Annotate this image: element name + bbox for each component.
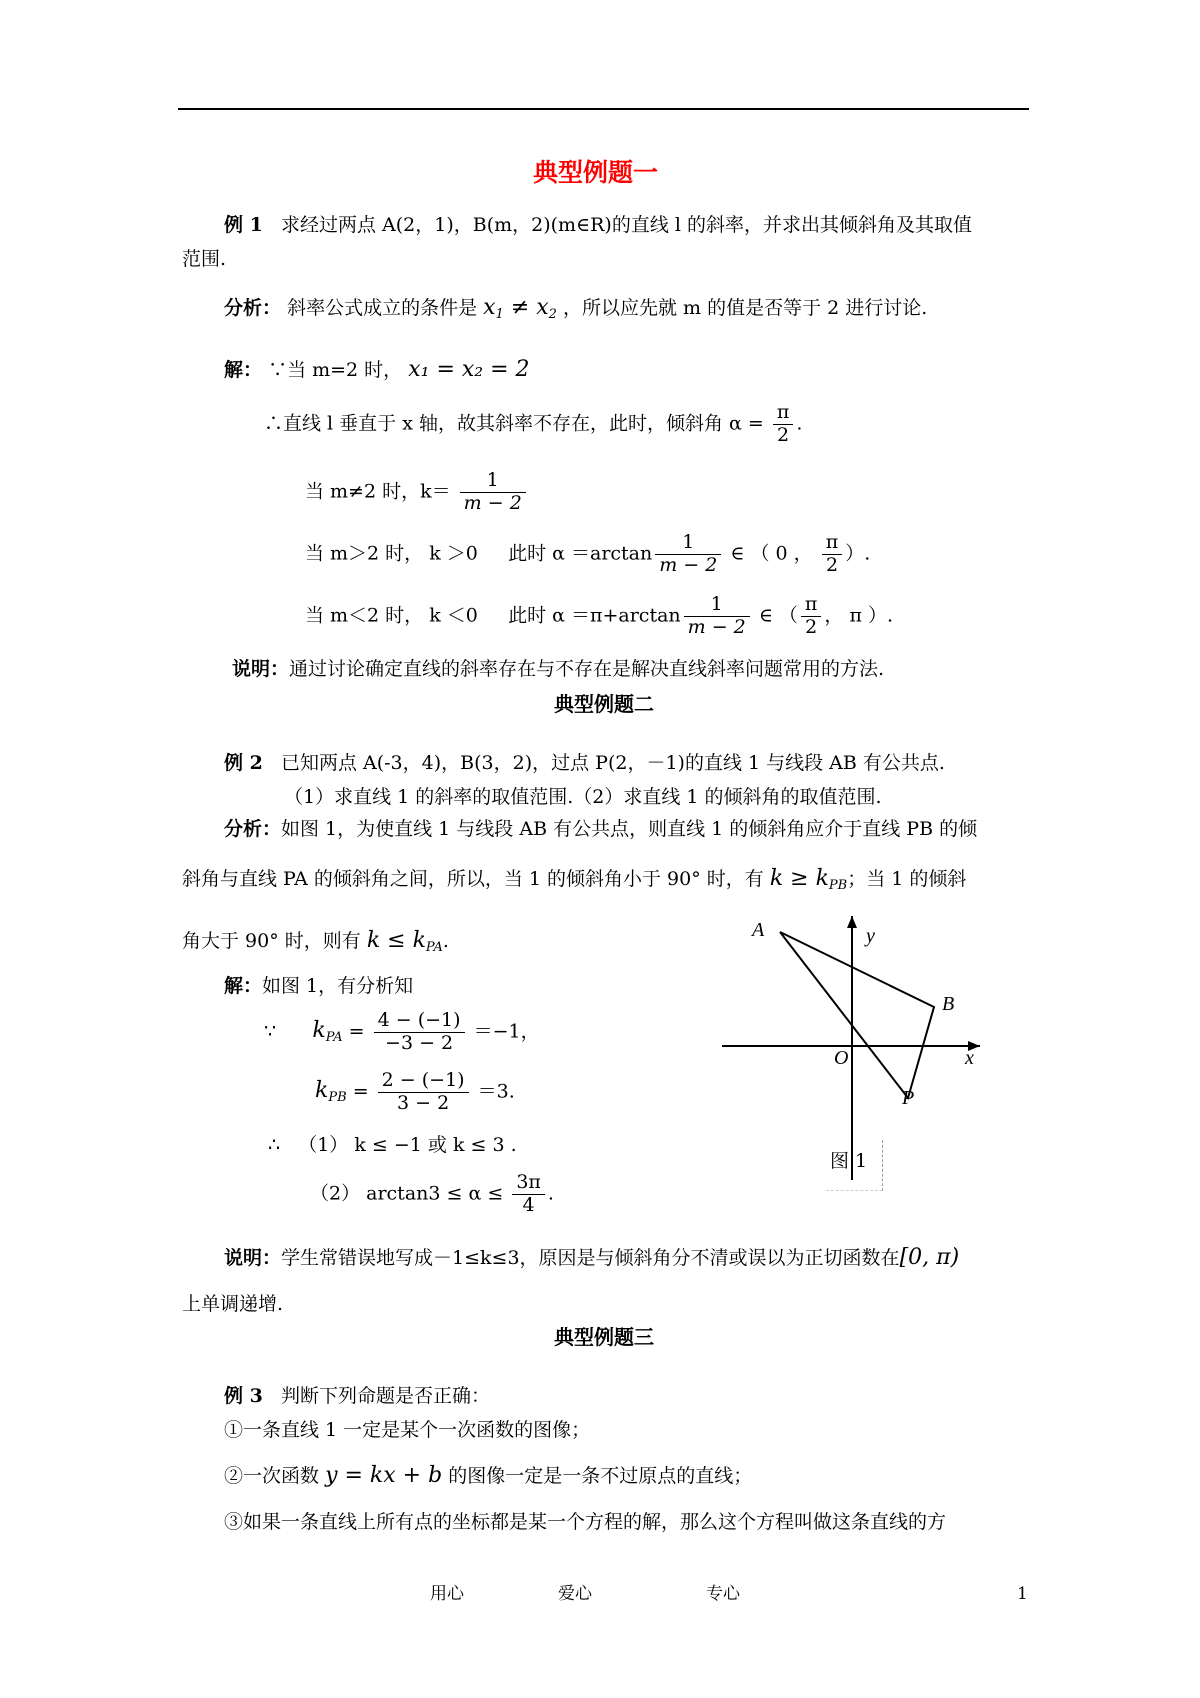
label-A: A bbox=[752, 919, 765, 941]
footer-yongxin: 用心 bbox=[430, 1584, 464, 1604]
fraction-kpb: $\frac{2 - (-1)}{3 - 2}$ bbox=[378, 1070, 469, 1115]
page-title: 典型例题一 bbox=[533, 158, 659, 187]
ex1-case1-text: 当 m≠2 时，k＝ bbox=[305, 480, 451, 503]
header-rule bbox=[178, 108, 1029, 110]
ex2-analysis-2 bbox=[182, 866, 966, 894]
ex1-case3-b: 此时 α ＝π+arctan bbox=[508, 604, 681, 627]
ex1-question bbox=[224, 214, 972, 237]
ex2-analysis2-formula: $k \ge k_{PB}$ bbox=[769, 866, 848, 893]
section-title-3: 典型例题三 bbox=[554, 1325, 654, 1349]
fraction-1-m-2: $\frac{1}{m - 2}$ bbox=[655, 532, 721, 577]
label-y: y bbox=[866, 925, 875, 947]
ex2-note-interval: [0, π) bbox=[899, 1245, 960, 1270]
label-x: x bbox=[965, 1047, 974, 1069]
ex2-analysis3-formula: $k \le k_{PA}$ bbox=[366, 928, 443, 955]
ex2-analysis1: 如图 1，为使直线 1 与线段 AB 有公共点，则直线 1 的倾斜角应介于直线 PB 的倾 bbox=[281, 818, 978, 840]
ex3-item-1: ①一条直线 1 一定是某个一次函数的图像； bbox=[224, 1419, 591, 1441]
label-B: B bbox=[942, 993, 955, 1015]
ex2-line1: 已知两点 A(-3，4)，B(3，2)，过点 P(2，－1)的直线 1 与线段 AB 有公共点. bbox=[280, 752, 945, 774]
fraction-pi-2: $\frac{\pi}{2}$ bbox=[801, 594, 822, 639]
ex3-line1: 判断下列命题是否正确： bbox=[280, 1385, 490, 1407]
ex2-note-b: 上单调递增. bbox=[182, 1293, 284, 1315]
kpa-symbol: $k_{PA}$ bbox=[312, 1018, 343, 1046]
kpa-result: ＝−1， bbox=[473, 1020, 540, 1043]
fraction-1-m-2: $\frac{1}{m - 2}$ bbox=[460, 470, 526, 515]
ex2-analysis3-b: . bbox=[442, 930, 449, 952]
ex1-line1: 求经过两点 A(2，1)，B(m，2)(m∈R)的直线 l 的斜率，并求出其倾斜角及其取值 bbox=[280, 214, 972, 236]
ex1-case2-d: ）. bbox=[845, 542, 871, 565]
ex1-solution-1 bbox=[224, 357, 530, 383]
therefore-symbol: ∴ bbox=[268, 1134, 281, 1156]
ex2-res1: （1） k ≤ −1 或 k ≤ 3 . bbox=[298, 1134, 517, 1156]
fraction-kpa: $\frac{4 - (-1)}{-3 - 2}$ bbox=[374, 1010, 465, 1055]
ex1-label: 例 1 bbox=[224, 214, 263, 236]
ex1-line2: 范围. bbox=[182, 248, 227, 270]
kpb-symbol: $k_{PB}$ bbox=[315, 1078, 347, 1106]
ex3-item2-b: 的图像一定是一条不过原点的直线； bbox=[448, 1465, 753, 1487]
ex2-note-a: 学生常错误地写成－1≤k≤3，原因是与倾斜角分不清或误以为正切函数在 bbox=[281, 1247, 900, 1269]
ex2-res2-a: （2） arctan3 ≤ α ≤ bbox=[310, 1182, 504, 1205]
ex1-case1 bbox=[305, 470, 529, 515]
ex2-result-2 bbox=[310, 1172, 554, 1217]
ex1-note bbox=[232, 658, 884, 681]
ex1-sol2: ∴直线 l 垂直于 x 轴，故其斜率不存在，此时，倾斜角 α = bbox=[264, 412, 764, 435]
fraction-1-m-2: $\frac{1}{m - 2}$ bbox=[684, 594, 750, 639]
ex1-analysis-b: ，所以应先就 m 的值是否等于 2 进行讨论. bbox=[562, 297, 928, 319]
ex2-analysis-1 bbox=[224, 818, 977, 841]
ex3-item2-eq: y = kx + b bbox=[325, 1463, 443, 1488]
ex1-note-text: 通过讨论确定直线的斜率存在与不存在是解决直线斜率问题常用的方法. bbox=[289, 658, 885, 680]
ex2-sol-label: 解： bbox=[224, 975, 263, 997]
ex1-case2-b: 此时 α ＝arctan bbox=[508, 542, 653, 565]
ex2-analysis-label: 分析： bbox=[224, 818, 282, 840]
fraction-3pi-4: $\frac{3\pi}{4}$ bbox=[512, 1172, 545, 1217]
ex1-sol1-b: x₁ = x₂ = 2 bbox=[408, 357, 530, 382]
ex2-analysis-3 bbox=[182, 928, 449, 956]
ex2-analysis3-a: 角大于 90° 时，则有 bbox=[182, 930, 361, 952]
ex2-question bbox=[224, 752, 945, 775]
ex2-solution bbox=[224, 975, 413, 998]
ex1-case3-a: 当 m＜2 时， k ＜0 bbox=[305, 604, 478, 627]
kpb-result: ＝3. bbox=[477, 1080, 515, 1103]
ex2-sol-text: 如图 1，有分析知 bbox=[262, 975, 414, 997]
fraction-pi-2: $\frac{\pi}{2}$ bbox=[822, 532, 843, 577]
ex1-analysis-formula: $x_1 \ne x_2$ bbox=[483, 295, 557, 322]
triangle-apb bbox=[780, 932, 934, 1098]
ex1-case3-c: ∈ （ bbox=[758, 604, 798, 627]
ex2-label: 例 2 bbox=[224, 752, 263, 774]
figure-caption: 图 1 bbox=[830, 1150, 868, 1172]
footer-aixin: 爱心 bbox=[558, 1584, 592, 1604]
ex1-case3 bbox=[305, 594, 893, 639]
ex1-case3-d: ， π ）. bbox=[824, 604, 894, 627]
ex2-analysis2-b: ；当 1 的倾斜 bbox=[847, 868, 967, 890]
label-P: P bbox=[902, 1087, 915, 1109]
ex1-sol-label: 解： bbox=[224, 359, 263, 381]
ex1-note-label: 说明： bbox=[232, 658, 290, 680]
y-axis-arrow bbox=[847, 916, 857, 928]
section-title-2: 典型例题二 bbox=[554, 692, 654, 716]
ex1-analysis bbox=[224, 295, 927, 323]
fraction-pi-2: $\frac{\pi}{2}$ bbox=[773, 402, 794, 447]
ex1-analysis-a: 斜率公式成立的条件是 bbox=[287, 297, 478, 319]
ex1-case2-c: ∈ （ 0 ， bbox=[730, 542, 813, 565]
page-number: 1 bbox=[1017, 1584, 1028, 1604]
footer-zhuanxin: 专心 bbox=[706, 1584, 740, 1604]
ex2-result-1 bbox=[268, 1134, 517, 1157]
ex2-note bbox=[224, 1245, 959, 1271]
ex2-note-label: 说明： bbox=[224, 1247, 282, 1269]
label-O: O bbox=[834, 1047, 849, 1069]
ex1-sol1-a: ∵当 m=2 时， bbox=[268, 359, 403, 381]
ex1-case2-a: 当 m＞2 时， k ＞0 bbox=[305, 542, 478, 565]
ex2-res2-b: . bbox=[547, 1182, 554, 1205]
ex1-analysis-label: 分析： bbox=[224, 297, 282, 319]
ex2-line2: （1）求直线 1 的斜率的取值范围.（2）求直线 1 的倾斜角的取值范围. bbox=[284, 786, 882, 808]
ex2-analysis2-a: 斜角与直线 PA 的倾斜角之间，所以，当 1 的倾斜角小于 90° 时，有 bbox=[182, 868, 764, 890]
ex3-question bbox=[224, 1385, 490, 1408]
ex3-item-2 bbox=[224, 1463, 752, 1489]
because-symbol: ∵ bbox=[264, 1020, 277, 1043]
ex1-solution-2: ∴直线 l 垂直于 x 轴，故其斜率不存在，此时，倾斜角 α = $\frac{\pi}{2}$ . bbox=[264, 401, 803, 446]
ex3-item-3: ③如果一条直线上所有点的坐标都是某一个方程的解，那么这个方程叫做这条直线的方 bbox=[224, 1511, 947, 1533]
ex1-case2 bbox=[305, 532, 870, 577]
ex2-kpa: ∵ $k_{PA}$ = $\frac{4 - (-1)}{-3 - 2}$ ＝−1， bbox=[264, 1009, 540, 1054]
ex3-label: 例 3 bbox=[224, 1385, 263, 1407]
ex2-kpb: $k_{PB}$ = $\frac{2 - (-1)}{3 - 2}$ ＝3. bbox=[315, 1069, 515, 1114]
ex3-item2-a: ②一次函数 bbox=[224, 1465, 320, 1487]
